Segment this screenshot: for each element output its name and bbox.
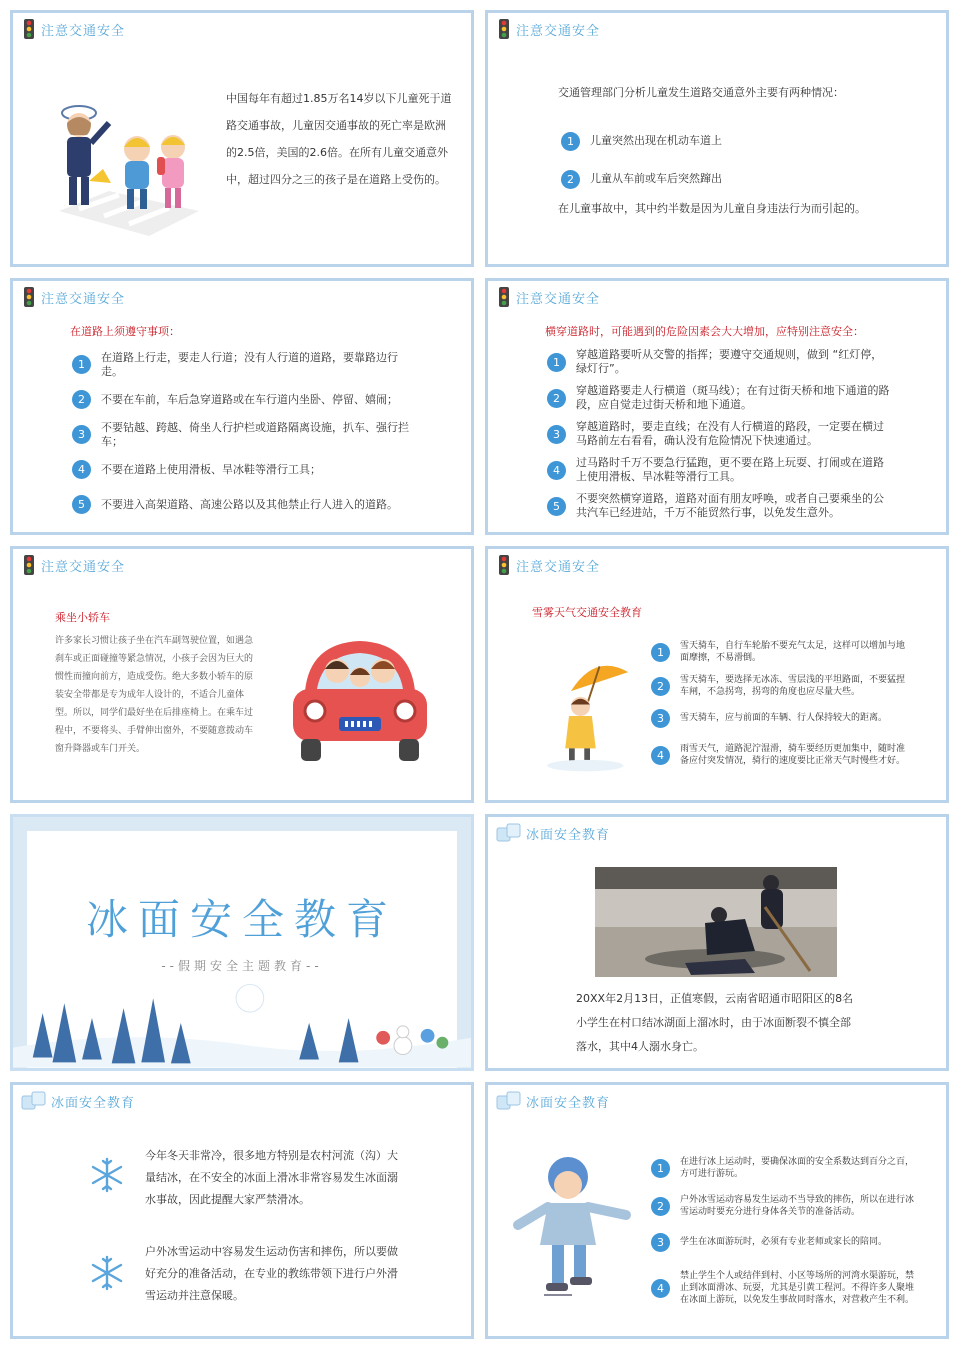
number-badge: 1 <box>561 132 580 151</box>
traffic-police-children-illustration <box>49 91 209 241</box>
list-item-text: 在进行冰上运动时，要确保冰面的安全系数达到百分之百，方可进行游玩。 <box>680 1157 915 1179</box>
list-item <box>561 160 891 198</box>
list-item <box>651 1187 916 1225</box>
section-title: 雪雾天气交通安全教育 <box>532 606 642 619</box>
header-title: 注意交通安全 <box>41 291 126 307</box>
traffic-light-icon <box>21 19 37 39</box>
stats-paragraph: 中国每年有超过1.85万名14岁以下儿童死于道路交通事故，儿童因交通事故的死亡率是欧洲的2.5倍，美国的2.6倍。在所有儿童交通意外中，超过四分之三的孩子是在道路上受伤的。 <box>226 92 452 186</box>
list-item-text: 学生在冰面游玩时，必须有专业老师或家长的陪同。 <box>680 1237 888 1247</box>
crossing-list <box>547 344 892 524</box>
snow-tips-list <box>651 635 913 777</box>
number-badge: 2 <box>651 677 670 696</box>
slide-road-rules <box>10 278 474 535</box>
snowflake-icon <box>89 1157 125 1193</box>
cover-title: 冰面安全教育 <box>85 895 398 944</box>
header-title: 注意交通安全 <box>516 559 601 575</box>
number-badge: 3 <box>651 709 670 728</box>
header-title: 注意交通安全 <box>41 559 126 575</box>
warning-paragraph-2: 户外冰雪运动中容易发生运动伤害和摔伤，所以要做好充分的准备活动，在专业的教练带领下进行户外滑雪运动并注意保暖。 <box>145 1245 398 1302</box>
traffic-light-icon <box>496 19 512 39</box>
number-badge: 4 <box>651 1279 670 1298</box>
slide-ice-cover <box>10 814 474 1071</box>
number-badge: 2 <box>547 389 566 408</box>
list-item <box>651 635 913 669</box>
list-item <box>651 733 913 777</box>
slide-header <box>21 287 125 307</box>
slide-header <box>496 287 600 307</box>
number-badge: 1 <box>72 355 91 374</box>
ice-rescue-photo <box>595 867 837 977</box>
slide-snow-weather <box>485 546 949 803</box>
slide-header <box>21 555 125 575</box>
list-item-text: 不要在道路上使用滑板、旱冰鞋等滑行工具； <box>101 462 321 476</box>
list-item-text: 穿越道路要走人行横道（斑马线）；在有过街天桥和地下通道的路段，应自觉走过街天桥和地下通道。 <box>576 384 890 411</box>
slide-header <box>496 555 600 575</box>
list-item-text: 雪天骑车，应与前面的车辆、行人保持较大的距离。 <box>680 713 888 723</box>
list-item-text: 过马路时千万不要急行猛跑，更不要在路上玩耍、打闹或在道路上使用滑板、旱冰鞋等滑行工具。 <box>576 456 884 483</box>
list-item <box>547 452 892 488</box>
cover-subtitle: --假期安全主题教育-- <box>161 959 323 973</box>
list-item-text: 不要在车前，车后急穿道路或在车行道内坐卧、停留、嬉闹； <box>101 392 398 406</box>
number-badge: 5 <box>72 495 91 514</box>
section-title: 乘坐小轿车 <box>55 611 110 624</box>
conclusion-text: 在儿童事故中，其中约半数是因为儿童自身违法行为而引起的。 <box>558 202 866 215</box>
intro-text: 交通管理部门分析儿童发生道路交通意外主要有两种情况： <box>558 86 844 99</box>
list-item-text: 雪天骑车，自行车轮胎不要充气太足，这样可以增加与地面摩擦，不易滑倒。 <box>680 641 906 663</box>
list-item-text: 在道路上行走，要走人行道；没有人行道的道路，要靠路边行走。 <box>101 350 398 378</box>
slide-header <box>496 1091 610 1111</box>
list-item <box>651 1259 916 1317</box>
slide-header <box>21 1091 135 1111</box>
list-item <box>72 382 417 417</box>
list-item-text: 儿童突然出现在机动车道上 <box>590 134 722 147</box>
traffic-light-icon <box>496 287 512 307</box>
list-item-text: 不要突然横穿道路，道路对面有朋友呼唤，或者自己要乘坐的公共汽车已经进站，千万不能贸然行事，以免发生意外。 <box>576 492 884 519</box>
list-item-text: 不要进入高架道路、高速公路以及其他禁止行人进入的道路。 <box>101 497 398 511</box>
slide-crossing-safety <box>485 278 949 535</box>
header-title: 注意交通安全 <box>516 23 601 39</box>
header-title: 注意交通安全 <box>41 23 126 39</box>
family-car-illustration <box>285 631 435 771</box>
slide-header <box>496 19 600 39</box>
skating-child-illustration <box>508 1155 638 1305</box>
number-badge: 1 <box>651 1159 670 1178</box>
section-title: 横穿道路时，可能遇到的危险因素会大大增加，应特别注意安全： <box>545 325 864 338</box>
number-badge: 3 <box>547 425 566 444</box>
list-item-text: 雨雪天气，道路泥泞湿滑，骑车要经历更加集中，随时准备应付突发情况，骑行的速度要比正常天气时慢些才好。 <box>680 744 906 766</box>
list-item <box>651 703 913 733</box>
slide-ice-incident <box>485 814 949 1071</box>
incident-paragraph: 20XX年2月13日，正值寒假，云南省昭通市昭阳区的8名小学生在村口结冰湖面上溜冰时，由于冰面断裂不慎全部落水，其中4人溺水身亡。 <box>576 992 854 1053</box>
slide-ice-warning <box>10 1082 474 1339</box>
section-title: 在道路上须遵守事项： <box>70 325 180 338</box>
cause-list <box>561 122 891 198</box>
list-item <box>72 347 417 382</box>
traffic-light-icon <box>21 287 37 307</box>
list-item <box>651 1149 916 1187</box>
number-badge: 1 <box>651 643 670 662</box>
number-badge: 2 <box>72 390 91 409</box>
number-badge: 3 <box>72 425 91 444</box>
number-badge: 2 <box>651 1197 670 1216</box>
traffic-light-icon <box>496 555 512 575</box>
slide-header <box>21 19 125 39</box>
list-item-text: 户外冰雪运动容易发生运动不当导致的摔伤，所以在进行冰雪运动时要充分进行身体各关节的准备活动。 <box>680 1195 915 1217</box>
list-item <box>651 669 913 703</box>
list-item <box>72 417 417 452</box>
snowy-forest-illustration <box>13 968 471 1068</box>
snowflake-icon <box>89 1255 125 1291</box>
ice-cube-icon <box>496 1091 522 1111</box>
list-item <box>547 380 892 416</box>
child-umbrella-illustration <box>542 653 638 777</box>
number-badge: 5 <box>547 497 566 516</box>
number-badge: 1 <box>547 353 566 372</box>
header-title: 冰面安全教育 <box>51 1095 136 1111</box>
slide-car-riding <box>10 546 474 803</box>
ice-rules-list <box>651 1149 916 1317</box>
list-item <box>547 344 892 380</box>
header-title: 冰面安全教育 <box>526 1095 611 1111</box>
list-item-text: 雪天骑车，要选择无冰冻、雪层浅的平坦路面，不要猛捏车闸，不急拐弯，拐弯的角度也应尽量大些。 <box>680 675 906 697</box>
header-title: 注意交通安全 <box>516 291 601 307</box>
traffic-light-icon <box>21 555 37 575</box>
ice-cube-icon <box>21 1091 47 1111</box>
list-item <box>547 488 892 524</box>
number-badge: 4 <box>72 460 91 479</box>
list-item <box>72 487 417 522</box>
slide-traffic-stats <box>10 10 474 267</box>
slide-accident-causes <box>485 10 949 267</box>
list-item-text: 儿童从车前或车后突然蹿出 <box>590 172 722 185</box>
ice-cube-icon <box>496 823 522 843</box>
list-item-text: 不要钻越、跨越、倚坐人行护栏或道路隔离设施，扒车、强行拦车； <box>101 420 409 448</box>
list-item <box>72 452 417 487</box>
slide-header <box>496 823 610 843</box>
list-item-text: 穿越道路要听从交警的指挥；要遵守交通规则，做到 “红灯停，绿灯行”。 <box>576 348 883 375</box>
header-title: 冰面安全教育 <box>526 827 611 843</box>
number-badge: 3 <box>651 1233 670 1252</box>
list-item <box>651 1225 916 1259</box>
list-item <box>561 122 891 160</box>
list-item-text: 禁止学生个人或结伴到村、小区等场所的河湾水渠游玩，禁止到冰面滑冰、玩耍，尤其是引黄工程河。不得许多人聚堆在冰面上游玩，以免发生事故同时落水，对营救产生不利。 <box>680 1271 915 1305</box>
warning-paragraph-1: 今年冬天非常冷，很多地方特别是农村河流（沟）大量结冰，在不安全的冰面上滑冰非常容易发生冰面溺水事故，因此提醒大家严禁滑冰。 <box>145 1149 398 1206</box>
number-badge: 4 <box>651 746 670 765</box>
number-badge: 4 <box>547 461 566 480</box>
list-item-text: 穿越道路时，要走直线；在没有人行横道的路段，一定要在横过马路前左右看看，确认没有危险情况下快速通过。 <box>576 420 884 447</box>
rules-list <box>72 347 417 522</box>
list-item <box>547 416 892 452</box>
number-badge: 2 <box>561 170 580 189</box>
slide-ice-rules <box>485 1082 949 1339</box>
car-safety-paragraph: 许多家长习惯让孩子坐在汽车副驾驶位置，如遇急刹车或正面碰撞等紧急情况，小孩子会因为巨大的惯性而撞向前方，造成受伤。绝大多数小轿车的原装安全带都是专为成年人设计的，不适合儿童体型。所以，同学们最好坐在后排座椅上。在乘车过程中，不要将头、手臂伸出窗外，不要随意拨动车窗升降器或车门开关。 <box>55 636 254 754</box>
